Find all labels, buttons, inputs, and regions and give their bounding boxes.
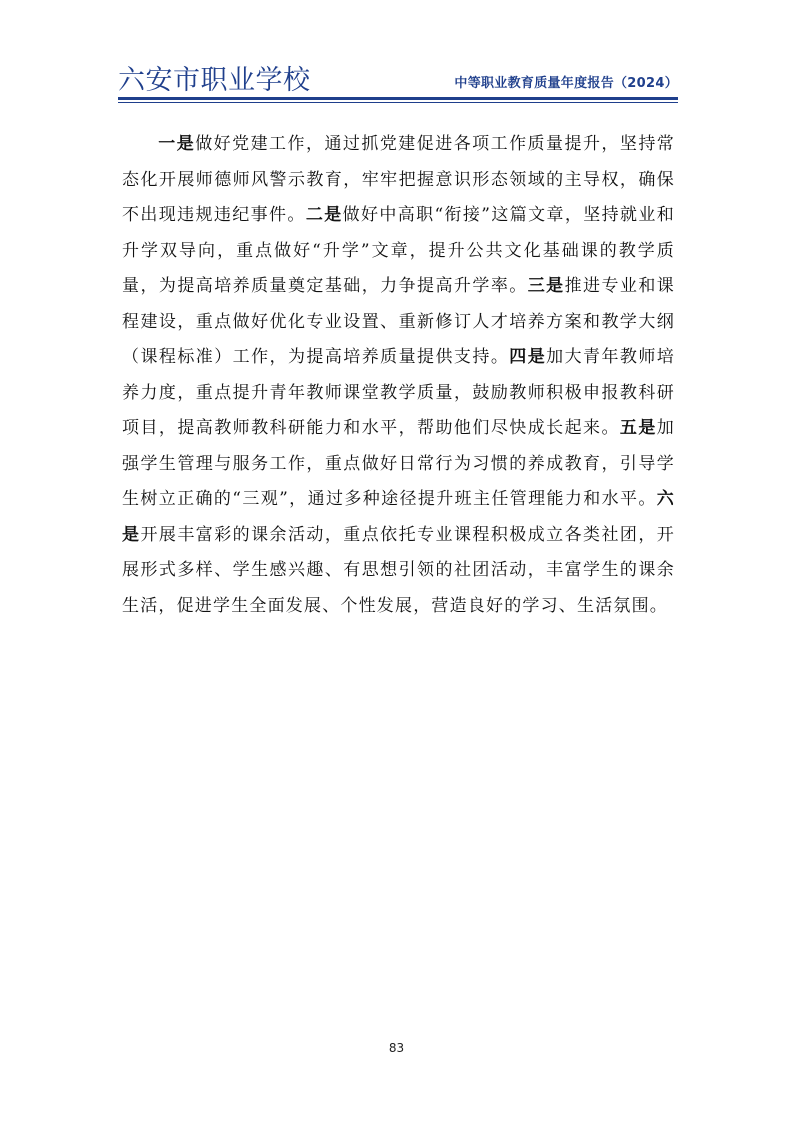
point-4-text: 加大青年教师培养力度，重点提升青年教师课堂教学质量，鼓励教师积极申报教科研项目，提高教师教科研能力和水平，帮助他们尽快成长起来。 [122, 347, 676, 438]
point-5-text: 加强学生管理与服务工作，重点做好日常行为习惯的养成教育，引导学生树立正确的“三观”，通过多种途径提升班主任管理能力和水平。 [122, 418, 675, 509]
point-6-label: 六是 [122, 489, 675, 545]
point-3-label: 三是 [527, 276, 565, 296]
point-6-text: 开展丰富彩的课余活动，重点依托专业课程积极成立各类社团，开展形式多样、学生感兴趣、有思想引领的社团活动，丰富学生的课余生活，促进学生全面发展、个性发展，营造良好的学习、生活氛围。 [122, 524, 675, 616]
point-2-label: 二是 [305, 205, 343, 225]
header-rule-thick [118, 97, 678, 100]
school-name: 六安市职业学校 [118, 65, 311, 96]
point-4-label: 四是 [509, 347, 547, 367]
report-title: 中等职业教育质量年度报告（2024） [454, 76, 678, 91]
page-header [118, 58, 678, 98]
body-paragraph [122, 127, 675, 624]
header-rule-thin [118, 102, 678, 103]
page-number: 83 [388, 1041, 405, 1055]
point-1-label: 一是 [158, 134, 196, 154]
point-2-text: 做好中高职“衔接”这篇文章，坚持就业和升学双导向，重点做好“升学”文章，提升公共文化基础课的教学质量，为提高培养质量奠定基础，力争提高升学率。 [122, 205, 676, 296]
point-5-label: 五是 [619, 418, 657, 438]
point-1-text: 做好党建工作，通过抓党建促进各项工作质量提升，坚持常态化开展师德师风警示教育，牢牢把握意识形态领域的主导权，确保不出现违规违纪事件。 [122, 134, 676, 225]
point-3-text: 推进专业和课程建设，重点做好优化专业设置、重新修订人才培养方案和教学大纲（课程标准）工作，为提高培养质量提供支持。 [122, 276, 675, 367]
